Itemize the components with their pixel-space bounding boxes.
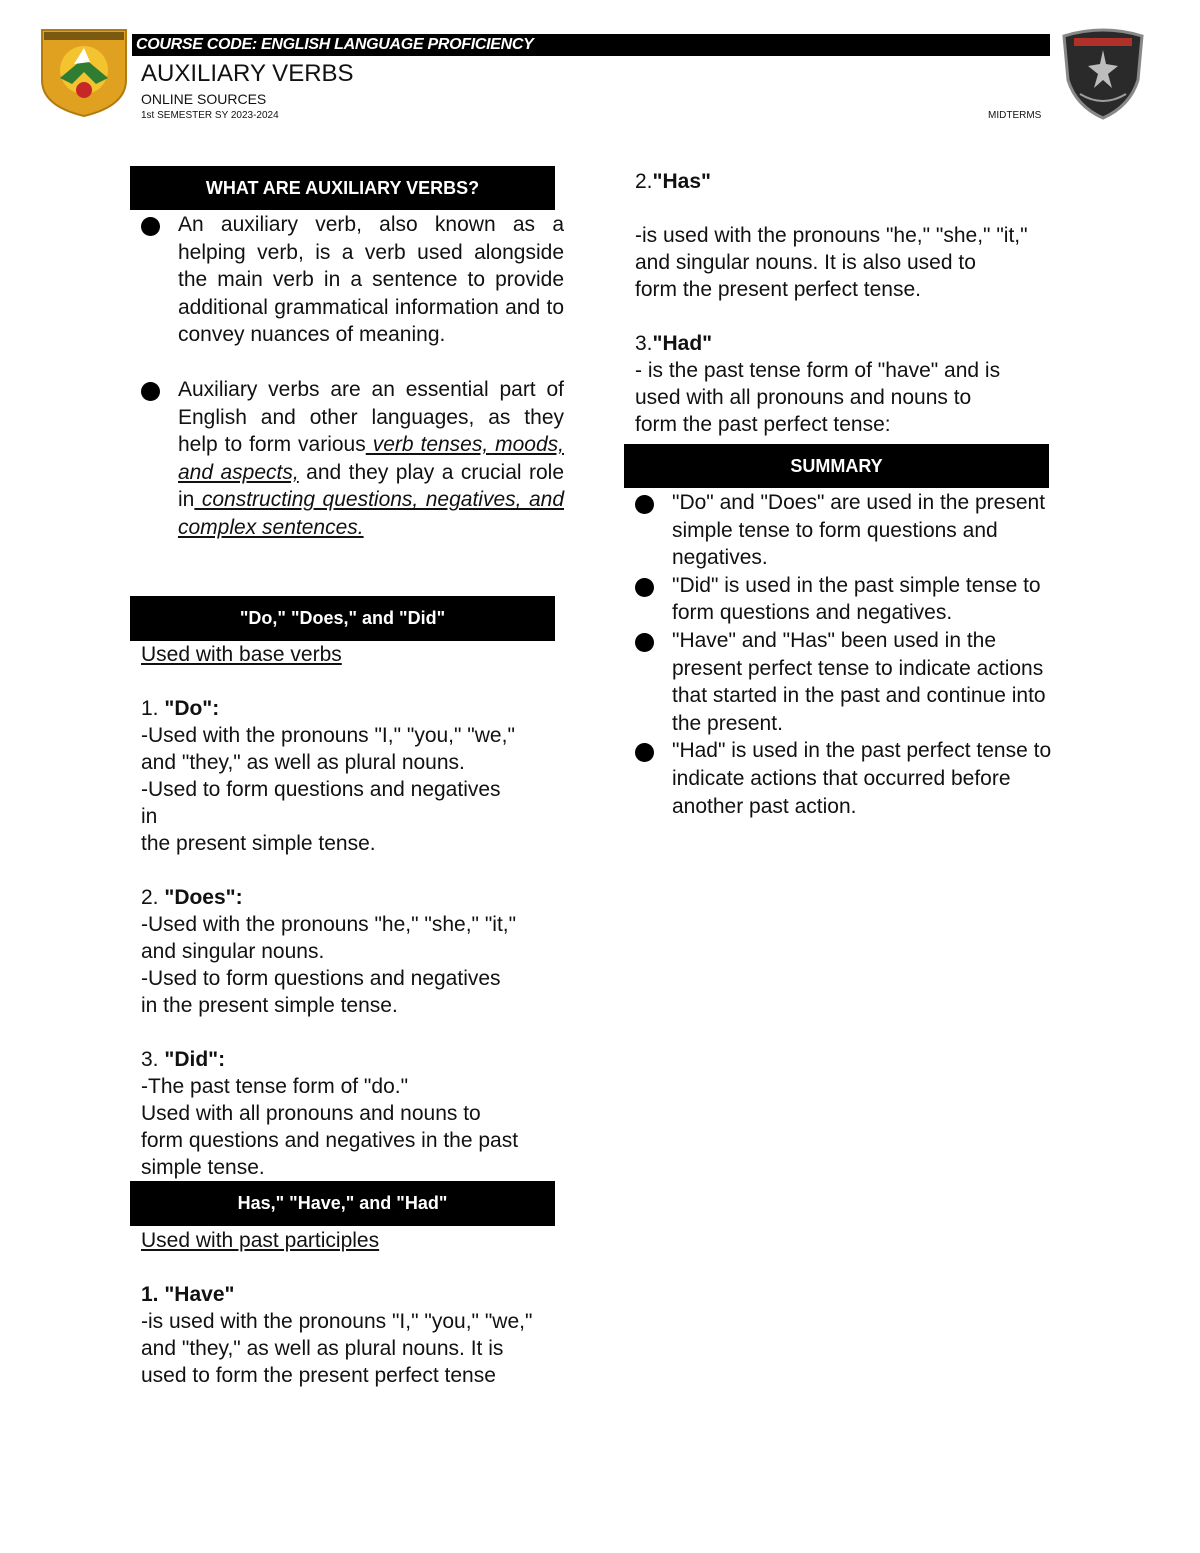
did-line-4: simple tense. (141, 1156, 265, 1179)
has-had-content (635, 168, 1065, 438)
summary-item-4: "Had" is used in the past perfect tense to indicate actions that occurred before another past action. (672, 739, 1052, 818)
do-line-2: and "they," as well as plural nouns. (141, 751, 465, 774)
do-does-did-content (141, 641, 571, 1181)
has-line-2: and singular nouns. It is also used to (635, 251, 976, 274)
does-line-3: -Used to form questions and negatives (141, 967, 501, 990)
did-line-2: Used with all pronouns and nouns to (141, 1102, 481, 1125)
do-label: "Do": (164, 697, 220, 720)
had-label: "Had" (652, 332, 713, 355)
has-line-3: form the present perfect tense. (635, 278, 921, 301)
did-line-1: -The past tense form of "do." (141, 1075, 409, 1098)
summary-item-2: "Did" is used in the past simple tense to form questions and negatives. (672, 573, 1041, 625)
does-title (141, 884, 571, 911)
do-line-5: the present simple tense. (141, 832, 376, 855)
had-line-1: - is the past tense form of "have" and is (635, 359, 1001, 382)
had-line-3: form the past perfect tense: (635, 413, 891, 436)
did-label: "Did": (164, 1048, 226, 1071)
intro-bullet-2-emphasis-1: verb tenses, moods, and aspects, (178, 433, 564, 484)
bullet-icon (635, 578, 654, 597)
intro-bullet-2-text-2: and they play a crucial role in (178, 460, 564, 512)
did-line-3: form questions and negatives in the past (141, 1129, 519, 1152)
does-number: 2. (141, 886, 165, 909)
department-shield-icon (1060, 28, 1146, 120)
what-are-auxiliary-verbs-heading: WHAT ARE AUXILIARY VERBS? (130, 166, 555, 210)
does-line-1: -Used with the pronouns "he," "she," "it," (141, 913, 517, 936)
bullet-icon (635, 495, 654, 514)
intro-bullet-1-text: An auxiliary verb, also known as a helping verb, is a verb used alongside the main verb in a sentence to provide additional grammatical information and to convey nuances of meaning. (178, 213, 564, 347)
summary-item-1: "Do" and "Does" are used in the present simple tense to form questions and negatives. (672, 491, 1046, 570)
had-number: 3. (635, 332, 653, 355)
term-label: MIDTERMS (988, 110, 1042, 121)
does-label: "Does": (164, 886, 243, 909)
did-title (141, 1046, 571, 1073)
bullet-icon (141, 382, 160, 401)
have-line-2: and "they," as well as plural nouns. It is (141, 1337, 504, 1360)
do-line-1: -Used with the pronouns "I," "you," "we," (141, 724, 515, 747)
semester-label: 1st SEMESTER SY 2023-2024 (141, 110, 279, 121)
have-label: 1. "Have" (141, 1283, 235, 1306)
has-number: 2. (635, 170, 653, 193)
document-subtitle: ONLINE SOURCES (141, 91, 267, 107)
summary-heading: SUMMARY (624, 444, 1049, 488)
spacer (141, 349, 564, 376)
has-have-had-heading: Has," "Have," and "Had" (130, 1181, 555, 1226)
does-line-2: and singular nouns. (141, 940, 325, 963)
summary-list (635, 489, 1065, 820)
list-item (635, 737, 1065, 820)
summary-item-3: "Have" and "Has" been used in the present perfect tense to indicate actions that started in the past and continue into the present. (672, 628, 1046, 735)
list-item (141, 376, 564, 542)
intro-bullet-2-emphasis-2: constructing questions, negatives, and complex sentences. (178, 488, 564, 539)
do-line-4: in (141, 805, 158, 828)
has-line-1: -is used with the pronouns "he," "she," "it," (635, 224, 1028, 247)
list-item (635, 572, 1065, 627)
bullet-icon (141, 217, 160, 236)
intro-bullet-2-text: Auxiliary verbs are an essential part of English and other languages, as they help to form various (178, 377, 564, 457)
bullet-icon (635, 633, 654, 652)
document-title: AUXILIARY VERBS (141, 60, 354, 87)
did-number: 3. (141, 1048, 165, 1071)
had-line-2: used with all pronouns and nouns to (635, 386, 972, 409)
do-does-did-heading: "Do," "Does," and "Did" (130, 596, 555, 641)
have-line-3: used to form the present perfect tense (141, 1364, 496, 1387)
intro-bullet-list (141, 211, 564, 542)
school-seal-icon (40, 28, 128, 118)
list-item (141, 211, 564, 349)
has-label: "Has" (652, 170, 711, 193)
has-usage-label: Used with past participles (141, 1229, 380, 1252)
do-usage-label: Used with base verbs (141, 643, 342, 666)
list-item (635, 489, 1065, 572)
list-item (635, 627, 1065, 737)
does-line-4: in the present simple tense. (141, 994, 398, 1017)
course-code-bar: COURSE CODE: ENGLISH LANGUAGE PROFICIENCY (132, 34, 1050, 56)
do-number: 1. (141, 697, 165, 720)
bullet-icon (635, 743, 654, 762)
have-content (141, 1227, 561, 1389)
do-title (141, 695, 571, 722)
do-line-3: -Used to form questions and negatives (141, 778, 501, 801)
have-line-1: -is used with the pronouns "I," "you," "we," (141, 1310, 533, 1333)
